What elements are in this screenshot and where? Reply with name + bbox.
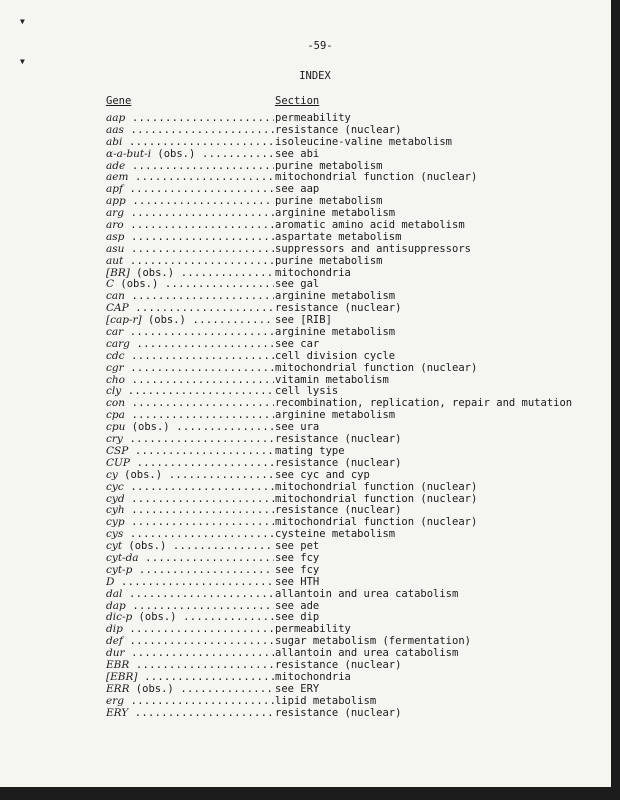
gene-symbol: ERY (106, 706, 129, 719)
section-entry: resistance (nuclear) (275, 433, 402, 446)
gene-symbol: can (106, 290, 125, 303)
section-entry: mitochondria (275, 670, 351, 683)
gene-entry (106, 611, 274, 623)
column-header-section: Section (275, 95, 320, 107)
section-entry: lipid metabolism (275, 694, 377, 707)
gene-note: (obs.) (122, 540, 167, 553)
section-entry: see aap (275, 183, 320, 196)
gene-symbol: [cap-r] (106, 314, 142, 327)
section-entry: cysteine metabolism (275, 528, 396, 541)
section-entry: recombination, replication, repair and mutation (275, 397, 573, 410)
gene-symbol: abi (106, 135, 123, 148)
gene-symbol: cyd (106, 492, 125, 505)
section-entry: allantoin and urea catabolism (275, 647, 459, 660)
gene-entry (106, 647, 274, 659)
gene-symbol: con (106, 397, 125, 410)
gene-symbol: CUP (106, 456, 130, 469)
gene-symbol: car (106, 326, 124, 339)
section-entry: see ade (275, 599, 320, 612)
gene-symbol: cyh (106, 504, 125, 517)
section-entry: see fcy (275, 551, 320, 564)
section-entry: allantoin and urea catabolism (275, 587, 459, 600)
gene-entry (106, 564, 274, 576)
section-entry: see dip (275, 611, 320, 624)
gene-symbol: aap (106, 112, 126, 124)
section-entry: see abi (275, 147, 320, 160)
section-entry: isoleucine-valine metabolism (275, 135, 453, 148)
gene-entry (106, 385, 274, 397)
section-entry: resistance (nuclear) (275, 302, 402, 315)
section-entry: resistance (nuclear) (275, 706, 402, 719)
gene-symbol: cgr (106, 361, 124, 374)
gene-entry (106, 481, 274, 493)
gene-entry (106, 421, 274, 433)
gene-entry (106, 683, 274, 695)
column-header-gene: Gene (106, 95, 132, 107)
gene-symbol: arg (106, 207, 125, 220)
gene-symbol: EBR (106, 658, 130, 671)
gene-symbol: dip (106, 623, 123, 636)
gene-entry (106, 516, 274, 528)
gene-entry (106, 148, 274, 160)
section-entry: purine metabolism (275, 195, 383, 208)
gene-entry (106, 290, 274, 302)
gene-entry (106, 457, 274, 469)
gene-note: (obs.) (129, 266, 175, 279)
gene-entry (106, 409, 274, 421)
section-entry: purine metabolism (275, 159, 383, 172)
gene-entry (106, 671, 274, 683)
gene-symbol: def (106, 635, 123, 648)
gene-symbol: cyt-da (106, 551, 139, 564)
section-entry: see [RIB] (275, 314, 332, 327)
gene-entry (106, 338, 274, 350)
gene-symbol: cyp (106, 516, 125, 529)
section-entry: permeability (275, 623, 351, 636)
section-entry: arginine metabolism (275, 409, 396, 422)
gene-symbol: CAP (106, 302, 129, 315)
gene-note: (obs.) (141, 314, 186, 327)
gene-note: (obs.) (125, 421, 170, 434)
scan-border (611, 0, 620, 800)
punch-mark-icon: ▼ (20, 17, 25, 26)
gene-entry (106, 600, 274, 612)
section-entry: see fcy (275, 563, 320, 576)
section-entry: see car (275, 337, 320, 350)
gene-symbol: [BR] (106, 266, 130, 279)
gene-entry (106, 528, 274, 540)
section-entry: resistance (nuclear) (275, 456, 402, 469)
gene-entry (106, 124, 274, 136)
gene-entry (106, 623, 274, 635)
gene-entry (106, 469, 274, 481)
gene-note: (obs.) (129, 682, 174, 695)
gene-entry (106, 540, 274, 552)
gene-symbol: aro (106, 219, 124, 232)
section-entry: mitochondrial function (nuclear) (275, 492, 478, 505)
punch-mark-icon: ▼ (20, 57, 25, 66)
gene-entry (106, 195, 274, 207)
gene-symbol: CSP (106, 444, 129, 457)
section-entry: mitochondrial function (nuclear) (275, 361, 478, 374)
gene-entry (106, 267, 274, 279)
gene-entry (106, 445, 274, 457)
gene-entry (106, 160, 274, 172)
section-entry: mitochondrial function (nuclear) (275, 171, 478, 184)
section-entry: resistance (nuclear) (275, 504, 402, 517)
gene-entry (106, 136, 274, 148)
gene-note: (obs.) (114, 278, 159, 291)
gene-note: (obs.) (151, 147, 196, 160)
gene-symbol: dal (106, 587, 123, 600)
gene-symbol: asu (106, 242, 125, 255)
section-entry: arginine metabolism (275, 207, 396, 220)
gene-entry (106, 362, 274, 374)
gene-symbol: cpu (106, 421, 126, 434)
gene-symbol: α-a-but-i (106, 147, 152, 160)
section-entry: mitochondrial function (nuclear) (275, 480, 478, 493)
section-entry: see ERY (275, 682, 320, 695)
gene-entry (106, 659, 274, 671)
section-entry: see pet (275, 540, 320, 553)
section-entry: aromatic amino acid metabolism (275, 219, 465, 232)
gene-symbol: cry (106, 433, 123, 446)
gene-entry (106, 374, 274, 386)
gene-symbol: asp (106, 230, 125, 243)
gene-symbol: cyc (106, 480, 124, 493)
gene-symbol: aas (106, 123, 124, 136)
gene-entry (106, 493, 274, 505)
gene-symbol: dap (106, 599, 126, 612)
gene-symbol: cpa (106, 409, 125, 422)
gene-symbol: aut (106, 254, 124, 267)
gene-entry (106, 183, 274, 195)
gene-entry (106, 695, 274, 707)
gene-entry (106, 588, 274, 600)
gene-entry (106, 397, 274, 409)
section-entry: mitochondrial function (nuclear) (275, 516, 478, 529)
section-entry: see HTH (275, 575, 320, 588)
scan-border (0, 787, 620, 800)
gene-symbol: cys (106, 528, 124, 541)
gene-entry (106, 207, 274, 219)
page-title: INDEX (299, 70, 331, 82)
page-number: -59- (307, 40, 333, 52)
gene-symbol: cyt (106, 540, 123, 553)
gene-symbol: carg (106, 337, 130, 350)
section-entry: cell division cycle (275, 349, 396, 362)
gene-entry (106, 302, 274, 314)
section-entry: purine metabolism (275, 254, 383, 267)
gene-entry (106, 314, 274, 326)
section-entry: mating type (275, 444, 345, 457)
gene-symbol: cly (106, 385, 122, 398)
gene-symbol: app (106, 195, 126, 208)
gene-entry (106, 231, 274, 243)
section-entry: resistance (nuclear) (275, 123, 402, 136)
section-entry: suppressors and antisuppressors (275, 242, 471, 255)
section-entry: cell lysis (275, 385, 339, 398)
gene-symbol: cyt-p (106, 563, 133, 576)
gene-symbol: [EBR] (106, 670, 138, 683)
gene-entry (106, 707, 274, 719)
gene-note: (obs.) (132, 611, 177, 624)
section-entry: see gal (275, 278, 320, 291)
gene-symbol: ERR (106, 682, 130, 695)
gene-symbol: apf (106, 183, 123, 196)
section-entry: arginine metabolism (275, 290, 396, 303)
gene-entry (106, 350, 274, 362)
section-entry: aspartate metabolism (275, 230, 402, 243)
gene-entry (106, 243, 274, 255)
gene-symbol: cho (106, 373, 125, 386)
gene-symbol: cy (106, 468, 118, 481)
gene-symbol: cdc (106, 349, 125, 362)
gene-entry (106, 576, 274, 588)
section-entry: vitamin metabolism (275, 373, 389, 386)
section-entry: arginine metabolism (275, 326, 396, 339)
gene-entry (106, 326, 274, 338)
gene-entry (106, 552, 274, 564)
gene-note: (obs.) (117, 468, 163, 481)
gene-symbol: ade (106, 159, 126, 172)
section-entry: see ura (275, 421, 320, 434)
section-entry: sugar metabolism (fermentation) (275, 635, 471, 648)
gene-entry (106, 255, 274, 267)
gene-symbol: dur (106, 647, 125, 660)
gene-entry (106, 219, 274, 231)
gene-symbol: dic-p (106, 611, 133, 624)
gene-entry (106, 112, 274, 124)
gene-entry (106, 171, 274, 183)
section-entry: resistance (nuclear) (275, 658, 402, 671)
gene-symbol: erg (106, 694, 124, 707)
gene-symbol: aem (106, 171, 129, 184)
section-entry: mitochondria (275, 266, 351, 279)
gene-entry (106, 504, 274, 516)
section-entry: permeability (275, 112, 351, 124)
gene-entry (106, 635, 274, 647)
gene-entry (106, 433, 274, 445)
gene-entry (106, 278, 274, 290)
gene-symbol: D (106, 575, 115, 588)
section-entry: see cyc and cyp (275, 468, 370, 481)
gene-symbol: C (106, 278, 115, 291)
